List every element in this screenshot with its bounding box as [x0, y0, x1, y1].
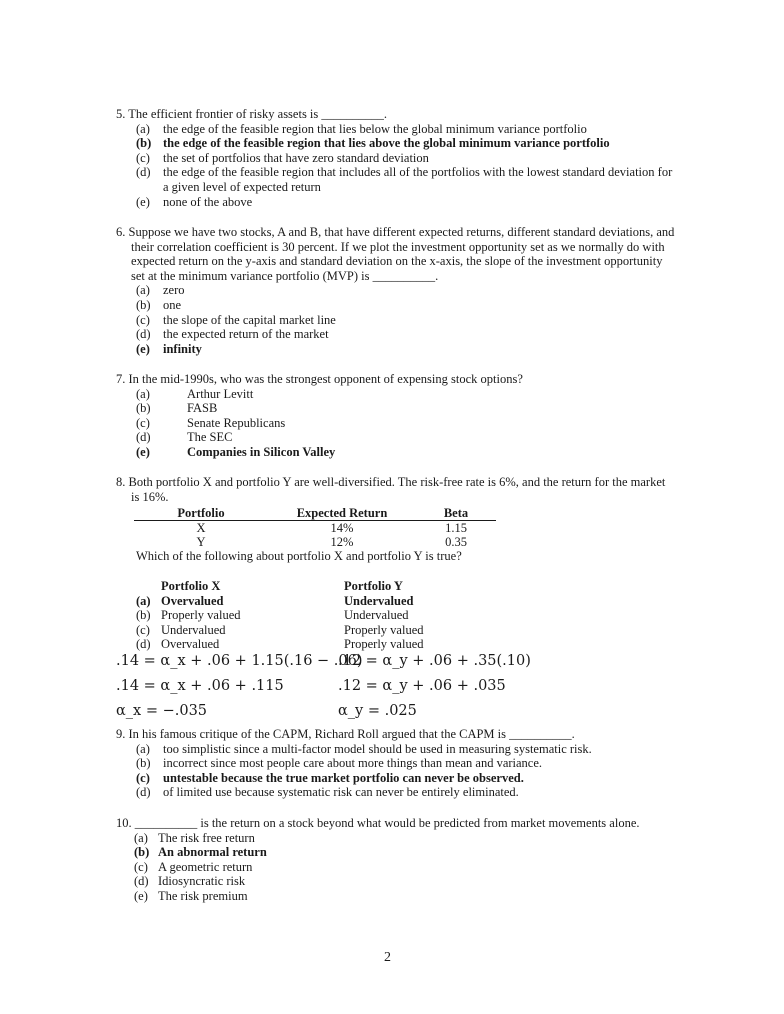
question-7-options	[116, 387, 676, 460]
question-9-option-d: (d) of limited use because systematic risk can never be entirely eliminated.	[136, 785, 519, 800]
question-7-option-b: (b) FASB	[136, 401, 218, 416]
question-10-option-b: (b) An abnormal return	[134, 845, 267, 860]
question-9	[116, 727, 696, 800]
page-number: 2	[384, 950, 391, 965]
portfolio-table	[134, 506, 496, 549]
question-9-text: 9. In his famous critique of the CAPM, Richard Roll argued that the CAPM is __________.	[116, 727, 575, 741]
question-8-text: 8. Both portfolio X and portfolio Y are well-diversified. The risk-free rate is 6%, and the return for the market is 16%.	[116, 475, 666, 504]
question-7-text: 7. In the mid-1990s, who was the strongest opponent of expensing stock options?	[116, 372, 523, 386]
answer-choice-c: (c) Undervalued Properly valued	[136, 622, 424, 637]
question-10-options	[116, 831, 696, 904]
table-header-beta: Beta	[416, 506, 496, 521]
equation-1-right: .12 = α_y + .06 + .35(.10)	[338, 653, 531, 669]
question-10-option-e: (e) The risk premium	[134, 888, 248, 903]
answer-choice-d: (d) Overvalued Properly valued	[136, 637, 424, 652]
question-6-text: 6. Suppose we have two stocks, A and B, that have different expected returns, different standard deviations, and their correlation coefficient is 30 percent. If we plot the investment opportunity set as we normally do with expected return on the y-axis and standard deviation on the x-axis, the slope of the investment opportunity set at the minimum variance portfolio (MVP) is __________.	[116, 225, 675, 283]
question-10-option-d: (d) Idiosyncratic risk	[134, 874, 246, 889]
question-8-answer-grid	[136, 579, 656, 652]
question-5-option-d: (d) the edge of the feasible region that includes all of the portfolios with the lowest standard deviation for a given level of expected return	[136, 165, 673, 194]
answer-choice-b: (b) Properly valued Undervalued	[136, 608, 409, 623]
question-8-followup: Which of the following about portfolio X and portfolio Y is true?	[136, 549, 462, 564]
question-9-options	[116, 742, 696, 800]
question-8	[116, 475, 676, 564]
question-10-option-c: (c) A geometric return	[134, 859, 253, 874]
question-5-text: 5. The efficient frontier of risky assets is __________.	[116, 107, 388, 121]
question-6-options	[116, 283, 676, 356]
question-6	[116, 225, 676, 356]
question-10	[116, 816, 696, 904]
question-7-option-e: (e) Companies in Silicon Valley	[136, 444, 336, 459]
question-5-option-c: (c) the set of portfolios that have zero standard deviation	[136, 150, 429, 165]
question-5-options	[116, 122, 676, 210]
question-6-option-b: (b) one	[136, 297, 182, 312]
question-9-option-b: (b) incorrect since most people care about more things than mean and variance.	[136, 756, 543, 771]
question-7-option-c: (c) Senate Republicans	[136, 415, 286, 430]
question-5	[116, 107, 676, 209]
question-5-option-b: (b) the edge of the feasible region that lies above the global minimum variance portfolio	[136, 136, 610, 151]
question-9-option-a: (a) too simplistic since a multi-factor model should be used in measuring systematic risk.	[136, 741, 592, 756]
question-10-text: 10. __________ is the return on a stock beyond what would be predicted from market movements alone.	[116, 816, 640, 830]
question-7-option-a: (a) Arthur Levitt	[136, 386, 254, 401]
table-header-expected-return: Expected Return	[268, 506, 416, 521]
equation-3-right: α_y = .025	[338, 703, 417, 719]
table-row: Y 12% 0.35	[196, 535, 467, 550]
table-header-portfolio: Portfolio	[134, 506, 268, 521]
equation-1-left: .14 = α_x + .06 + 1.15(.16 − .06)	[116, 653, 363, 669]
table-row: X 14% 1.15	[196, 521, 467, 536]
equation-2-right: .12 = α_y + .06 + .035	[338, 678, 506, 694]
answer-choice-a: (a) Overvalued Undervalued	[136, 593, 414, 608]
equation-2-left: .14 = α_x + .06 + .115	[116, 678, 284, 694]
answer-grid-header: Portfolio X Portfolio Y	[161, 579, 403, 593]
question-6-option-a: (a) zero	[136, 283, 185, 298]
question-7-option-d: (d) The SEC	[136, 430, 233, 445]
question-6-option-d: (d) the expected return of the market	[136, 327, 329, 342]
question-9-option-c: (c) untestable because the true market portfolio can never be observed.	[136, 770, 524, 785]
portfolio-table-header	[134, 506, 496, 521]
question-5-option-e: (e) none of the above	[136, 194, 253, 209]
question-5-option-a: (a) the edge of the feasible region that lies below the global minimum variance portfolio	[136, 121, 587, 136]
question-7	[116, 372, 676, 460]
question-6-option-c: (c) the slope of the capital market line	[136, 312, 336, 327]
question-10-option-a: (a) The risk free return	[134, 830, 255, 845]
equation-3-left: α_x = −.035	[116, 703, 208, 719]
question-6-option-e: (e) infinity	[136, 341, 202, 356]
